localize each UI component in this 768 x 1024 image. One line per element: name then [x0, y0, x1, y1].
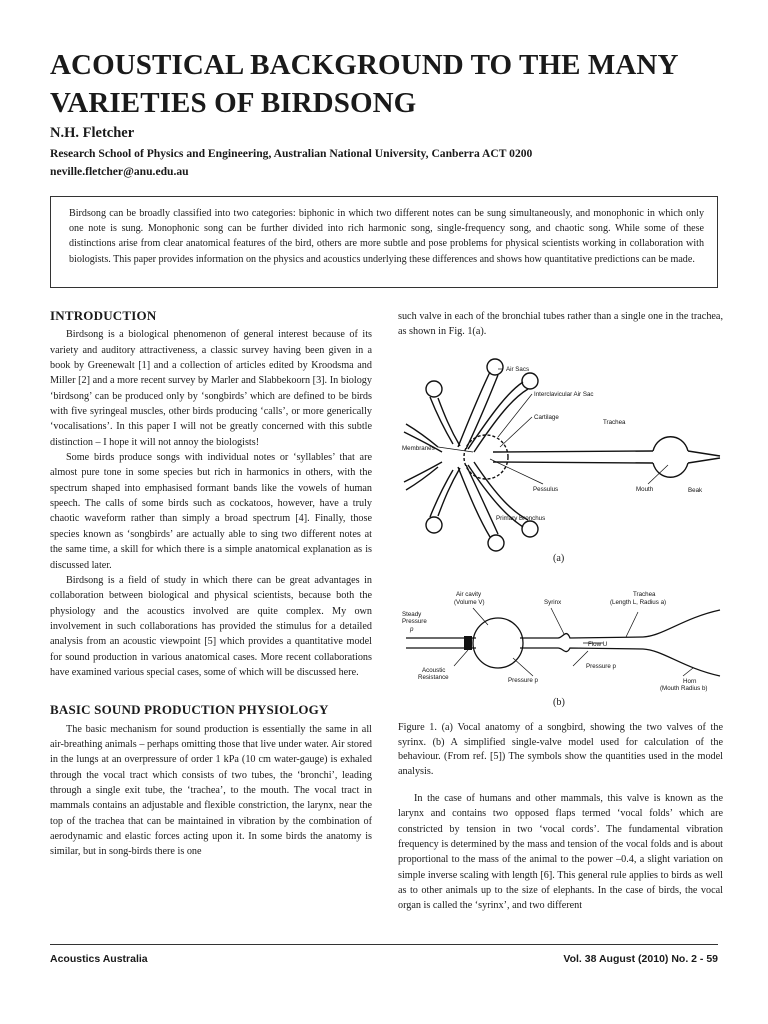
label-horn: Horn — [683, 678, 697, 685]
label-pressure-s: Pressure p — [508, 677, 538, 684]
label-beak: Beak — [688, 487, 703, 494]
label-air-cavity: Air cavity — [456, 591, 482, 598]
label-steady-pressure-symbol: p — [410, 626, 414, 633]
author-email: neville.fletcher@anu.edu.au — [50, 165, 189, 178]
author-name: N.H. Fletcher — [50, 125, 135, 141]
intro-paragraph-1: Birdsong is a biological phenomenon of general interest because of its variety and auditory attractiveness, a classic survey having been given in a book by Greenewalt [1] and a collection of articles edited by Kroodsma and Miller [2] and a more recent survey by Marler and Slabbekoorn [3]. In biology ‘birdsong’ can be produced only by ‘songbirds’ which are defined to be birds with five syringeal muscles, other birds producing ‘calls’, or more generically ‘vocalisations’. In this paper I will not be greatly concerned with this subtle distinction – I hope it will not annoy the biologists! — [50, 329, 372, 448]
section-heading-physiology: BASIC SOUND PRODUCTION PHYSIOLOGY — [50, 702, 329, 718]
label-steady-pressure-2: Pressure — [402, 618, 427, 625]
footer-rule — [50, 944, 718, 945]
right-paragraph-larynx: In the case of humans and other mammals, this valve is known as the larynx and contains two opposed flaps termed ‘vocal folds’ which are constricted by tension in two ‘vocal cords’. The fundamental vibration frequency is determined by the mass and tension of the vocal folds and is about proportional to the mass of the animal to the power –0.4, a slight variation on simple inverse scaling with length [6]. This general rule applies to birds as well as to other animals up to the size of elephants. In the case of birds, the vocal organ is called the ‘syrinx’, and two different — [398, 793, 723, 912]
section-heading-introduction: INTRODUCTION — [50, 308, 157, 323]
label-mouth: Mouth — [636, 486, 654, 493]
figure-1-caption: Figure 1. (a) Vocal anatomy of a songbird, showing the two valves of the syrinx. (b) A simplified single-valve model used for calculation of the behaviour. (From ref. [5]) The symbols show the quantities used in the model analysis. — [398, 722, 723, 777]
right-column-top-text — [398, 309, 723, 340]
label-pessulus: Pessulus — [533, 486, 559, 493]
right-paragraph-continuation: such valve in each of the bronchial tubes rather than a single one in the trachea, as shown in Fig. 1(a). — [398, 311, 723, 338]
figure-1b-label: (b) — [553, 697, 565, 708]
label-air-sacs: Air Sacs — [506, 366, 530, 373]
intro-paragraph-3: Birdsong is a field of study in which there can be great advantages in collaboration between biological and physical scientists, because both the physiology and the acoustics involved are quite complex. My own involvement in such collaborations has provided the stimulus for a detailed analysis from an acoustic viewpoint [5] which provides a quantitative model for sound production in various anatomical cases. More recent collaborations have examined various special cases, some of which will be discussed here. — [50, 574, 372, 678]
figure-1a-syrinx-anatomy — [398, 352, 723, 552]
label-pressure-1: Pressure p — [586, 663, 616, 670]
label-air-cavity-volume: (Volume V) — [454, 599, 485, 606]
abstract-box: Birdsong can be broadly classified into two categories: biphonic in which two different notes can be sung simultaneously, and monophonic in which only one note is sung. Monophonic song can be further divided into rich harmonic song, single-frequency song, and chaotic song. While some of these distinctions arise from clear anatomical features of the bird, others are more subtle and pose problems for physical scientists working in collaboration with biologists. This paper provides information on the physics and acoustics underlying these differences and shows how quantitative predictions can be made. — [50, 196, 718, 288]
paper-title: ACOUSTICAL BACKGROUND TO THE MANY VARIETIES OF BIRDSONG — [50, 49, 678, 119]
intro-paragraph-2: Some birds produce songs with individual notes or ‘syllables’ that are almost pure tone in some species but rich in harmonics in others, with the spectrum shaped into emphasised formant bands like the vowels of human speech. The calls of some birds such as cockatoos, however, have a truly chaotic waveform rather than simply a broad spectrum [4]. Finally, those species known as ‘songbirds’ are actually able to sing two different notes at the same time, a skill for which there is a simple anatomical explanation as is discussed later. — [50, 452, 372, 571]
footer-volume-page: Vol. 38 August (2010) No. 2 - 59 — [563, 953, 718, 965]
right-column-bottom-text — [398, 791, 723, 914]
footer-journal-name: Acoustics Australia — [50, 953, 148, 965]
label-acoustic: Acoustic — [422, 667, 446, 674]
author-affiliation: Research School of Physics and Engineering, Australian National University, Canberra ACT 0200 — [50, 147, 533, 160]
label-syrinx: Syrinx — [544, 599, 562, 606]
label-trachea-b: Trachea — [633, 591, 656, 598]
figure-1a-label: (a) — [553, 553, 565, 564]
figure-1b-valve-model — [398, 588, 723, 698]
label-trachea-dimensions: (Length L, Radius a) — [610, 599, 667, 606]
label-steady-pressure: Steady — [402, 611, 422, 618]
physiology-paragraph-1: The basic mechanism for sound production is essentially the same in all air-breathing animals – perhaps omitting those that live under water. Air stored in the lungs at an overpressure of order 1 kPa (10 cm water-gauge) is exhaled through the vocal tract which consists of two tubes, the ‘bronchi’, leading through a single exit tube, the ‘trachea’, to the mouth. The vocal tract in mammals contains an adjustable and flexible constriction, the larynx, near the top of the trachea that can be maintained in vibration by the combination of aerodynamic and elastic forces acting upon it. In some birds the anatomy is similar, but in song-birds there is one — [50, 723, 372, 858]
label-flow: Flow U — [588, 641, 608, 648]
label-resistance: Resistance — [418, 674, 449, 681]
label-horn-radius: (Mouth Radius b) — [660, 685, 708, 692]
acoustic-resistance-block — [464, 636, 472, 650]
label-membranes: Membranes — [402, 445, 435, 452]
left-column — [50, 308, 372, 860]
label-interclavicular-air-sac: Interclavicular Air Sac — [534, 391, 594, 398]
label-cartilage: Cartilage — [534, 414, 559, 421]
label-primary-bronchus: Primary Bronchus — [496, 515, 546, 522]
label-trachea: Trachea — [603, 419, 626, 426]
